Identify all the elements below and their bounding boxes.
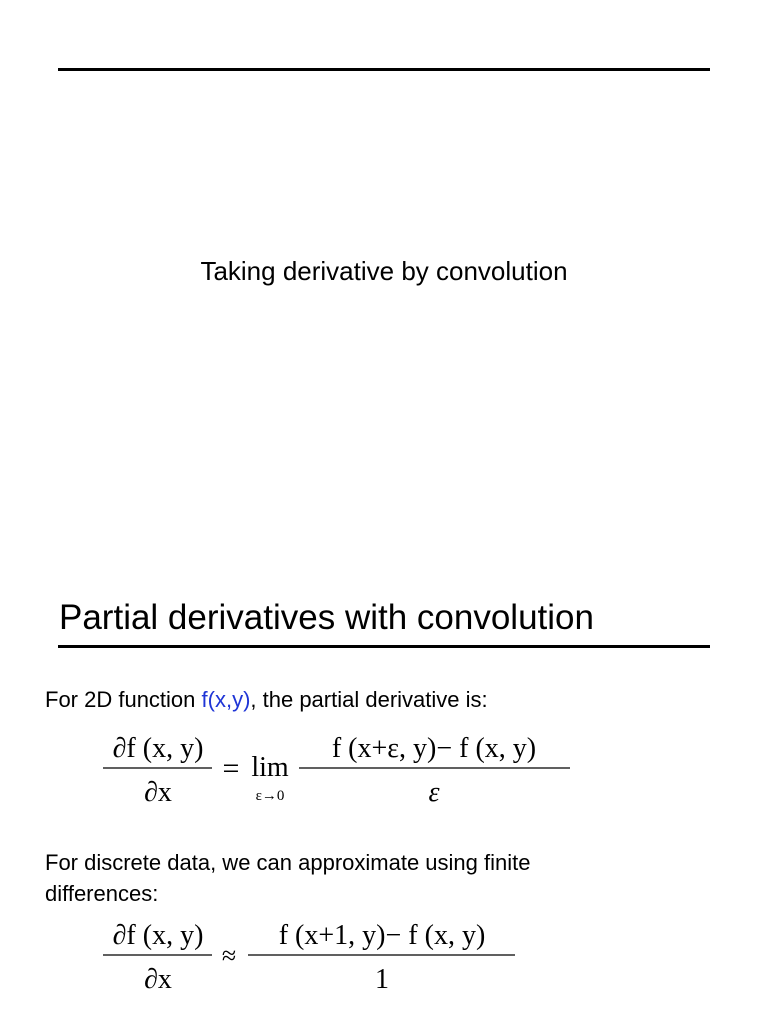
equation-limit-definition: [0, 725, 768, 820]
eq1-lhs-numerator: ∂f (x, y): [112, 733, 204, 764]
equation-finite-svg: [0, 912, 768, 1002]
eq1-lim-subscript: ε→0: [255, 788, 285, 804]
eq2-lhs-numerator: ∂f (x, y): [112, 920, 204, 951]
eq2-lhs-denominator: ∂x: [144, 964, 172, 995]
intro-text: [45, 684, 488, 715]
discrete-text: [45, 847, 530, 909]
equation-finite-difference: [0, 912, 768, 1007]
eq2-approx-sign: ≈: [221, 941, 237, 970]
eq1-lim: lim: [251, 752, 289, 783]
slide-title: Taking derivative by convolution: [200, 256, 568, 286]
equation-limit-svg: [0, 725, 768, 815]
function-name: f(x,y): [201, 687, 251, 712]
eq1-rhs-numerator: f (x+ε, y)− f (x, y): [331, 733, 537, 764]
eq2-rhs-numerator: f (x+1, y)− f (x, y): [278, 920, 486, 951]
top-divider: [58, 68, 710, 71]
slide-heading: Partial derivatives with convolution: [59, 598, 594, 637]
heading-underline: [58, 645, 710, 648]
eq1-equals-sign: =: [222, 752, 240, 785]
intro-prefix: For 2D function: [45, 687, 202, 712]
intro-suffix: , the partial derivative is:: [250, 687, 488, 712]
discrete-line-1: For discrete data, we can approximate using finite: [45, 850, 531, 875]
discrete-line-2: differences:: [45, 881, 159, 906]
eq1-lhs-denominator: ∂x: [144, 777, 172, 808]
eq1-rhs-denominator: ε: [428, 777, 440, 808]
eq2-rhs-denominator: 1: [375, 964, 389, 995]
